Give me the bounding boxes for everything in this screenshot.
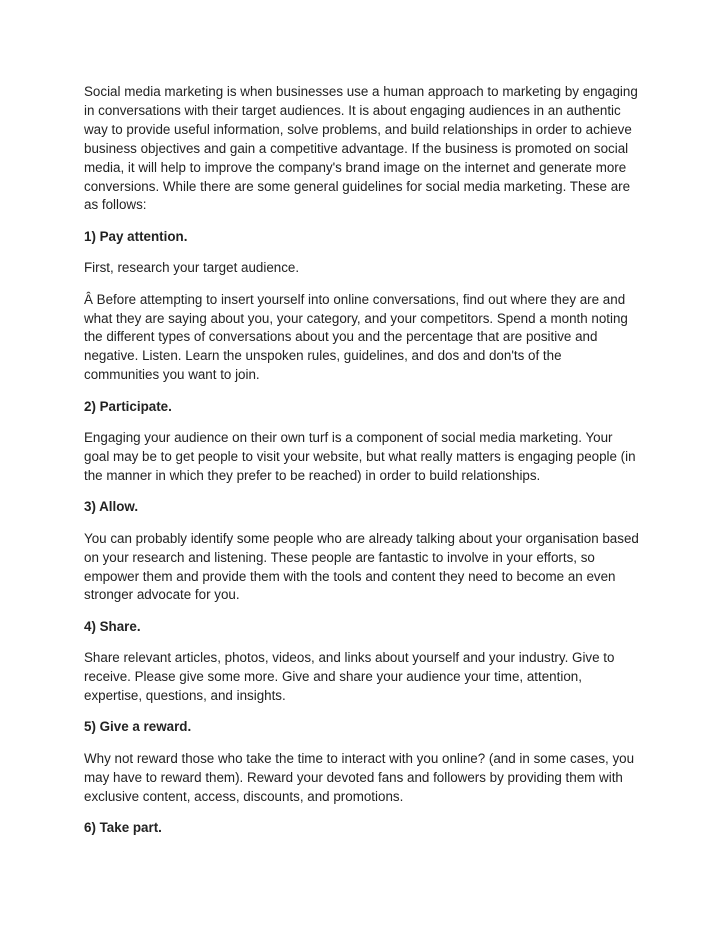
section-heading-pay-attention: 1) Pay attention.	[84, 228, 188, 244]
section-heading-give-a-reward: 5) Give a reward.	[84, 719, 192, 735]
section-heading-share: 4) Share.	[84, 618, 141, 634]
section-paragraph: Share relevant articles, photos, videos, and links about yourself and your industry. Give to receive. Please give some more. Give and share your audience your time, attention, expertise, questions, and insights.	[84, 650, 615, 704]
section-heading-allow: 3) Allow.	[84, 499, 139, 515]
section-paragraph: Why not reward those who take the time to interact with you online? (and in some cases, you may have to reward them). Reward your devoted fans and followers by providing them with exclusive content, access, discounts, and promotions.	[84, 750, 635, 804]
intro-paragraph: Social media marketing is when businesses use a human approach to marketing by engaging in conversations with their target audiences. It is about engaging audiences in an authentic way to provide useful information, solve problems, and build relationships in order to achieve business objectives and gain a competitive advantage. If the business is promoted on social media, it will help to improve the company's brand image on the internet and generate more conversions. While there are some general guidelines for social media marketing. These are as follows:	[84, 84, 638, 213]
document-page	[84, 83, 640, 838]
section-heading-participate: 2) Participate.	[84, 398, 172, 414]
section-paragraph: You can probably identify some people who are already talking about your organisation based on your research and listening. These people are fantastic to involve in your efforts, so empower them and provide them with the tools and content they need to become an even stronger advocate for you.	[84, 530, 639, 603]
section-paragraph: Â Before attempting to insert yourself into online conversations, find out where they are and what they are saying about you, your category, and your competitors. Spend a month noting the different types of conversations about you and the percentage that are positive and negative. Listen. Learn the unspoken rules, guidelines, and dos and don'ts of the communities you want to join.	[84, 291, 628, 383]
section-heading-take-part: 6) Take part.	[84, 820, 162, 836]
section-paragraph: First, research your target audience.	[84, 260, 300, 276]
section-paragraph: Engaging your audience on their own turf is a component of social media marketing. Your goal may be to get people to visit your website, but what really matters is engaging people (in the manner in which they prefer to be reached) in order to build relationships.	[84, 430, 636, 483]
